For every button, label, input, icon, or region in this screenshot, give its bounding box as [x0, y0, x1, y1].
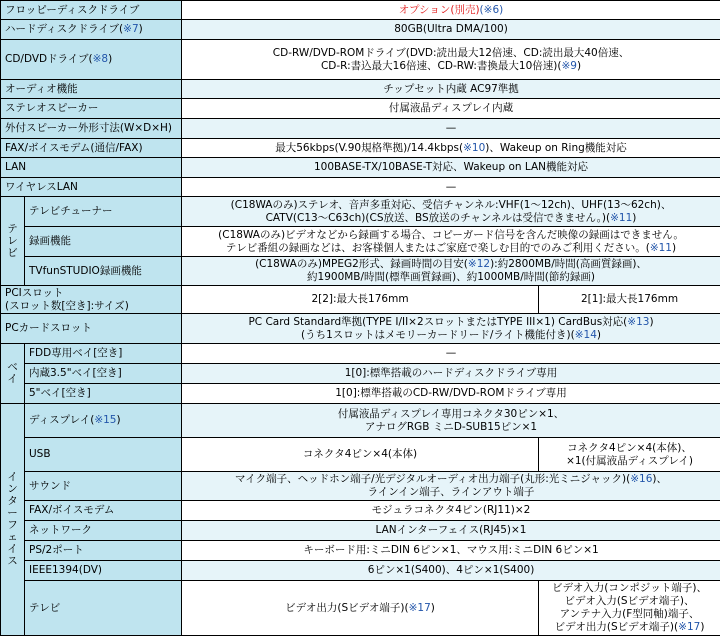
label-bay-5: 5"ベイ[空き] [25, 384, 182, 404]
note-link-8[interactable]: ※8 [93, 53, 108, 65]
value-ext-speaker: — [182, 119, 720, 139]
row-cddvd [1, 40, 720, 80]
note-link-17[interactable]: ※17 [409, 602, 431, 614]
note-link-7[interactable]: ※7 [123, 23, 138, 35]
row-recording [1, 227, 720, 257]
note-link-9[interactable]: ※9 [561, 60, 576, 72]
row-if-display [1, 404, 720, 438]
label-tv-tuner: テレビチューナー [25, 197, 182, 227]
note-link-17b[interactable]: ※17 [678, 621, 700, 633]
value-fax: 最大56kbps(V.90規格準拠)/14.4kbps(※10)、Wakeup on Ring機能対応 [182, 139, 720, 158]
label-if-network: ネットワーク [25, 521, 182, 541]
value-if-network: LANインターフェイス(RJ45)×1 [182, 521, 720, 541]
value-bay-35: 1[0]:標準搭載のハードディスクドライブ専用 [182, 364, 720, 384]
row-wlan [1, 178, 720, 197]
row-if-ieee [1, 561, 720, 581]
row-if-fax [1, 501, 720, 521]
note-link-14[interactable]: ※14 [575, 329, 597, 341]
value-if-usb-b: コネクタ4ピン×4(本体)、 ×1(付属液晶ディスプレイ) [539, 438, 720, 472]
note-link-15[interactable]: ※15 [94, 414, 116, 426]
value-wlan: — [182, 178, 720, 197]
value-bay-5: 1[0]:標準搭載のCD-RW/DVD-ROMドライブ専用 [182, 384, 720, 404]
row-bay-35 [1, 364, 720, 384]
label-bay-fdd: FDD専用ベイ[空き] [25, 344, 182, 364]
value-tv-tuner: (C18WAのみ)ステレオ、音声多重対応、受信チャンネル:VHF(1〜12ch)、UHF(13〜62ch)、 CATV(C13〜C63ch)(CS放送、BS放送のチャンネルは受信できません。)(※11) [182, 197, 720, 227]
label-recording: 録画機能 [25, 227, 182, 257]
value-fdd [182, 1, 720, 20]
value-if-fax: モジュラコネクタ4ピン(RJ11)×2 [182, 501, 720, 521]
note-link-16[interactable]: ※16 [630, 473, 652, 485]
row-bay-fdd [1, 344, 720, 364]
note-link-6[interactable]: (※6) [480, 4, 504, 16]
value-stereo: 付属液晶ディスプレイ内蔵 [182, 99, 720, 119]
value-tvfun: (C18WAのみ)MPEG2形式、録画時間の目安(※12):約2800MB/時間(高画質録画)、 約1900MB/時間(標準画質録画)、約1000MB/時間(節約録画) [182, 257, 720, 286]
label-fax: FAX/ボイスモデム(通信/FAX) [1, 139, 182, 158]
value-hdd: 80GB(Ultra DMA/100) [182, 20, 720, 40]
group-label-interface: インターフェイス [1, 404, 25, 636]
option-text: オプション(別売) [399, 4, 480, 16]
value-if-ps2: キーボード用:ミニDIN 6ピン×1、マウス用:ミニDIN 6ピン×1 [182, 541, 720, 561]
value-lan: 100BASE-TX/10BASE-T対応、Wakeup on LAN機能対応 [182, 158, 720, 178]
value-pci-b: 2[1]:最大長176mm [539, 286, 720, 314]
value-if-tv-b: ビデオ入力(コンポジット端子)、 ビデオ入力(Sビデオ端子)、 アンテナ入力(F型同軸)端子、 ビデオ出力(Sビデオ端子)(※17) [539, 581, 720, 636]
row-if-ps2 [1, 541, 720, 561]
row-fax [1, 139, 720, 158]
value-if-sound: マイク端子、ヘッドホン端子/光デジタルオーディオ出力端子(丸形:光ミニジャック)(※16)、 ラインイン端子、ラインアウト端子 [182, 472, 720, 501]
row-ext-speaker [1, 119, 720, 139]
value-if-display: 付属液晶ディスプレイ専用コネクタ30ピン×1、 アナログRGB ミニD-SUB15ピン×1 [182, 404, 720, 438]
row-pccard [1, 314, 720, 344]
value-recording: (C18WAのみ)ビデオなどから録画する場合、コピーガード信号を含んだ映像の録画はできません。 テレビ番組の録画などは、お客様個人またはご家庭で楽しむ目的でのみご利用ください。(※11) [182, 227, 720, 257]
label-lan: LAN [1, 158, 182, 178]
label-if-sound: サウンド [25, 472, 182, 501]
row-tv-tuner [1, 197, 720, 227]
label-if-usb: USB [25, 438, 182, 472]
value-if-tv-a: ビデオ出力(Sビデオ端子)(※17) [182, 581, 539, 636]
row-fdd [1, 1, 720, 20]
value-cddvd: CD-RW/DVD-ROMドライブ(DVD:読出最大12倍速、CD:読出最大40倍速、 CD-R:書込最大16倍速、CD-RW:書換最大10倍速)(※9) [182, 40, 720, 80]
row-stereo [1, 99, 720, 119]
note-link-11[interactable]: ※11 [610, 212, 632, 224]
label-if-display: ディスプレイ(※15) [25, 404, 182, 438]
label-bay-35: 内蔵3.5"ベイ[空き] [25, 364, 182, 384]
label-wlan: ワイヤレスLAN [1, 178, 182, 197]
value-bay-fdd: — [182, 344, 720, 364]
row-if-sound [1, 472, 720, 501]
label-pci: PCIスロット (スロット数[空き]:サイズ) [1, 286, 182, 314]
row-bay-5 [1, 384, 720, 404]
label-cddvd: CD/DVDドライブ(※8) [1, 40, 182, 80]
row-pci [1, 286, 720, 314]
value-if-usb-a: コネクタ4ピン×4(本体) [182, 438, 539, 472]
row-lan [1, 158, 720, 178]
label-if-tv: テレビ [25, 581, 182, 636]
label-audio: オーディオ機能 [1, 80, 182, 99]
row-if-tv [1, 581, 720, 636]
group-label-bay: ベイ [1, 344, 25, 404]
value-audio: チップセット内蔵 AC97準拠 [182, 80, 720, 99]
label-stereo: ステレオスピーカー [1, 99, 182, 119]
label-if-ieee: IEEE1394(DV) [25, 561, 182, 581]
label-tvfun: TVfunSTUDIO録画機能 [25, 257, 182, 286]
row-if-network [1, 521, 720, 541]
row-hdd [1, 20, 720, 40]
note-link-10[interactable]: ※10 [463, 142, 485, 154]
row-audio [1, 80, 720, 99]
label-ext-speaker: 外付スピーカー外形寸法(W×D×H) [1, 119, 182, 139]
label-if-ps2: PS/2ポート [25, 541, 182, 561]
group-label-tv: テレビ [1, 197, 25, 286]
row-tvfun [1, 257, 720, 286]
label-pccard: PCカードスロット [1, 314, 182, 344]
label-fdd: フロッピーディスクドライブ [1, 1, 182, 20]
note-link-11b[interactable]: ※11 [650, 242, 672, 254]
value-pccard: PC Card Standard準拠(TYPE I/II×2スロットまたはTYPE III×1) CardBus対応(※13) (うち1スロットはメモリーカードリード/ライト機能付き)(※14) [182, 314, 720, 344]
label-if-fax: FAX/ボイスモデム [25, 501, 182, 521]
note-link-13[interactable]: ※13 [627, 316, 649, 328]
label-hdd: ハードディスクドライブ(※7) [1, 20, 182, 40]
value-pci-a: 2[2]:最大長176mm [182, 286, 539, 314]
note-link-12[interactable]: ※12 [468, 258, 490, 270]
row-if-usb [1, 438, 720, 472]
value-if-ieee: 6ピン×1(S400)、4ピン×1(S400) [182, 561, 720, 581]
